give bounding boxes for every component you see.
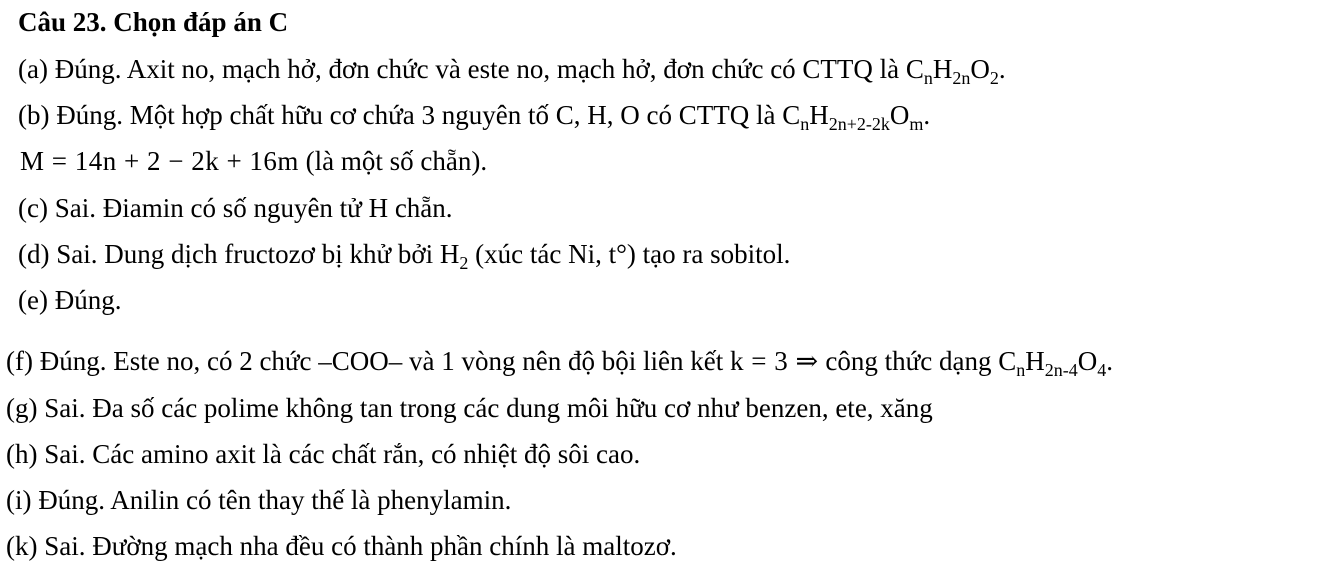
statement-g: (g) Sai. Đa số các polime không tan trong các dung môi hữu cơ như benzen, ete, xăng bbox=[6, 393, 933, 423]
statement-e: (e) Đúng. bbox=[18, 285, 122, 315]
statement-c: (c) Sai. Điamin có số nguyên tử H chẵn. bbox=[18, 193, 453, 223]
statement-f: (f) Đúng. Este no, có 2 chức –COO– và 1 vòng nên độ bội liên kết k = 3 ⇒ công thức dạng $C_nH_{2n-4}O_4$. bbox=[6, 346, 1113, 380]
molar-mass-note: (là một số chẵn). bbox=[298, 146, 488, 176]
molar-mass-line bbox=[20, 145, 487, 177]
statement-i: (i) Đúng. Anilin có tên thay thế là phenylamin. bbox=[6, 485, 512, 515]
statement-a-text: (a) Đúng. Axit no, mạch hở, đơn chức và este no, mạch hở, đơn chức có CTTQ là bbox=[18, 54, 906, 84]
question-title: Câu 23. Chọn đáp án C bbox=[18, 7, 289, 37]
statement-d: (d) Sai. Dung dịch fructozơ bị khử bởi $H_2$ (xúc tác Ni, t°) tạo ra sobitol. bbox=[18, 239, 791, 273]
statement-b: (b) Đúng. Một hợp chất hữu cơ chứa 3 nguyên tố C, H, O có CTTQ là $C_nH_{2n+2-2k}O_m$. bbox=[18, 100, 931, 134]
formula-a: $C_nH_{2n}O_2$ bbox=[905, 54, 999, 88]
statement-a: (a) Đúng. Axit no, mạch hở, đơn chức và este no, mạch hở, đơn chức có CTTQ là $C_nH_{2n}O_2$. bbox=[18, 54, 1006, 88]
bond-order-math: k = 3 ⇒ bbox=[730, 346, 819, 376]
formula-f: $C_nH_{2n-4}O_4$ bbox=[998, 346, 1107, 380]
statement-h: (h) Sai. Các amino axit là các chất rắn, có nhiệt độ sôi cao. bbox=[6, 439, 641, 469]
statement-k: (k) Sai. Đường mạch nha đều có thành phần chính là maltozơ. bbox=[6, 531, 677, 561]
formula-d: $H_2$ bbox=[439, 239, 469, 273]
formula-b: $C_nH_{2n+2-2k}O_m$ bbox=[782, 100, 924, 134]
statement-b-text: (b) Đúng. Một hợp chất hữu cơ chứa 3 nguyên tố C, H, O có CTTQ là bbox=[18, 100, 783, 130]
molar-mass-formula: M = 14n + 2 − 2k + 16m bbox=[20, 146, 299, 176]
